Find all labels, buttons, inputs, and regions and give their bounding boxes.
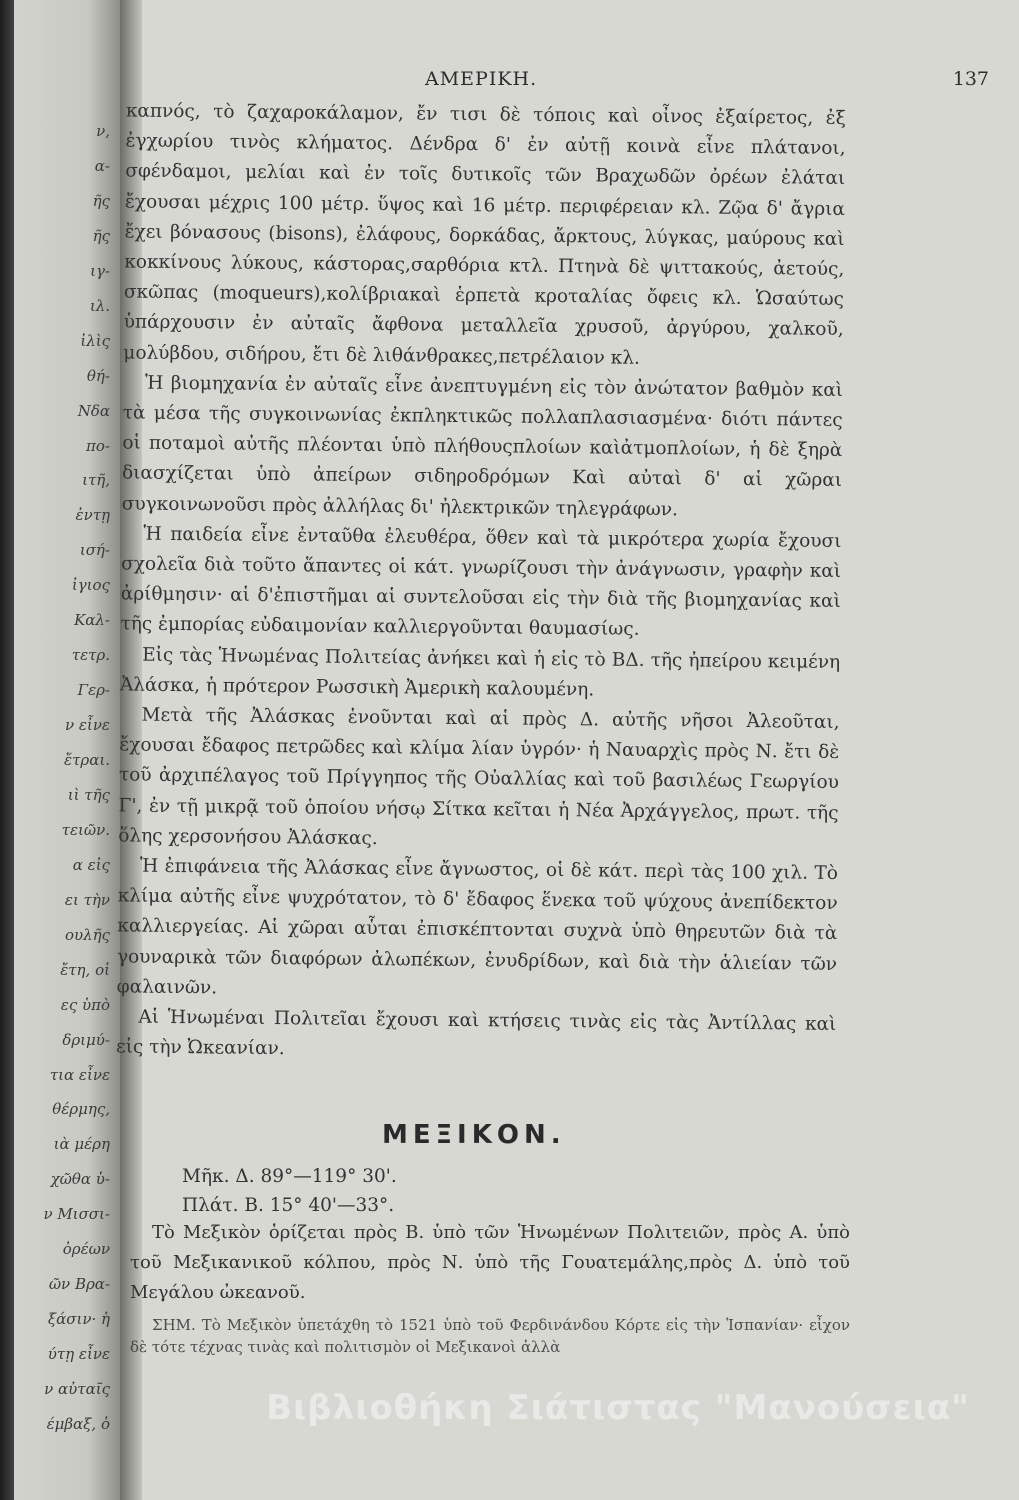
- coordinates: [142, 1162, 862, 1220]
- paragraph: Εἰς τὰς Ἡνωμένας Πολιτείας ἀνήκει καὶ ἡ εἰς τὸ ΒΔ. τῆς ἠπείρου κειμένη Ἀλάσκα, ἡ πρότερον Ρωσσικὴ Ἀμερικὴ καλουμένη.: [119, 644, 841, 701]
- left-page-fragment: ἰγιος: [71, 576, 110, 595]
- left-page-fragment: ιὰ μέρη: [53, 1135, 110, 1154]
- longitude-line: Μῆκ. Δ. 89°—119° 30'.: [182, 1166, 397, 1187]
- left-page-fragment: δριμύ-: [62, 1030, 110, 1049]
- left-page-fragment: ῆς: [92, 191, 110, 210]
- left-page-fragment: ν Μισσι-: [43, 1205, 110, 1224]
- section-text: [130, 1218, 850, 1358]
- left-page-fragment: έμβαξ, ὁ: [46, 1415, 110, 1433]
- left-page-fragment: τια εἶνε: [49, 1065, 110, 1084]
- book-binding-shadow: [0, 0, 14, 1500]
- left-page-fragment: ἔτραι.: [64, 751, 110, 770]
- left-page-fragment: ουλῆς: [64, 925, 110, 944]
- footnote: ΣΗΜ. Τὸ Μεξικὸν ὑπετάχθη τὸ 1521 ὑπὸ τοῦ Φερδινάνδου Κόρτε εἰς τὴν Ἱσπανίαν· εἶχον δὲ τότε τέχνας τινὰς καὶ πολιτισμὸν οἱ Μεξικανοὶ ἀλλὰ: [130, 1316, 850, 1356]
- left-page-fragment: τειῶν.: [61, 820, 110, 839]
- left-page-fragment: ιγ-: [90, 261, 110, 280]
- body-text: [116, 96, 846, 1070]
- paragraph: καπνός, τὸ ζαχαροκάλαμον, ἔν τισι δὲ τόποις καὶ οἶνος ἐξαίρετος, ἐξ ἐγχωρίου τινὸς κλήματος. Δένδρα δ' ἐν αὐτῇ κοινὰ εἶνε πλάτανοι, σφένδαμοι, μελίαι καὶ ἐν τοῖς δυτικοῖς τῶν Βραχωδῶν ὀρέων ἐλάται ἔχουσαι μέχρις 100 μέτρ. ὕψος καὶ 16 μέτρ. περιφέρειαν κλ. Ζῷα δ' ἄγρια ἔχει βόνασους (bisons), ἐλάφους, δορκάδας, ἄρκτους, λύγκας, μαύρους καὶ κοκκίνους λύκους, κάστορας,σαρθόρια κτλ. Πτηνὰ δὲ ψιττακούς, ἀετούς, σκῶπας (moqueurs),κολίβριακαὶ ἑρπετὰ κροταλίας ὄφεις κλ. Ὡσαύτως ὑπάρχουσιν ἐν αὐταῖς ἄφθονα μεταλλεῖα χρυσοῦ, ἀργύρου, χαλκοῦ, μολύβδου, σιδήρου, ἔτι δὲ λιθάνθρακες,πετρέλαιον κλ.: [123, 100, 846, 369]
- page-header: [142, 68, 1019, 98]
- left-page-fragment: ιλ.: [89, 296, 110, 315]
- left-page-fragment: τετρ.: [71, 646, 110, 665]
- page-number: 137: [952, 68, 989, 90]
- left-page-fragment: ἰλὶς: [80, 331, 110, 350]
- left-page-fragment: ῆς: [92, 226, 110, 245]
- left-page-fragment: ισή-: [79, 541, 110, 560]
- left-page-fragment: α εἰς: [72, 855, 110, 874]
- left-page-fragment: ιτῆ,: [82, 471, 110, 490]
- left-page-fragment: θή-: [86, 366, 110, 385]
- left-page-fragment: χῶθα ὑ-: [50, 1170, 110, 1189]
- section-title: ΜΕΞΙΚΟΝ.: [382, 1120, 566, 1150]
- left-page-fragment: Γερ-: [77, 681, 110, 700]
- library-watermark: Βιβλιοθήκη Σιάτιστας "Μανούσεια": [266, 1388, 970, 1428]
- left-page-fragment: ύτῃ εἶνε: [47, 1345, 110, 1364]
- latitude-line: Πλάτ. Β. 15° 40'—33°.: [182, 1195, 395, 1216]
- left-page-fragment: ἐντῃ: [75, 506, 110, 525]
- paragraph: Ἡ ἐπιφάνεια τῆς Ἀλάσκας εἶνε ἄγνωστος, οἱ δὲ κάτ. περὶ τὰς 100 χιλ. Τὸ κλίμα αὐτῆς εἶνε ψυχρότατον, τὸ δ' ἔδαφος ἕνεκα τοῦ ψύχους ἀνεπίδεκτον καλλιεργείας. Αἱ χῶραι αὗται ἐπισκέπτονται συχνὰ ὑπὸ θηρευτῶν διὰ τὰ γουναρικὰ τῶν διαφόρων ἀλωπέκων, ἐνυδρίδων, καὶ διὰ τὴν ἁλιείαν τῶν φαλαινῶν.: [116, 855, 839, 999]
- paragraph: Ἡ παιδεία εἶνε ἐνταῦθα ἐλευθέρα, ὅθεν καὶ τὰ μικρότερα χωρία ἔχουσι σχολεῖα διὰ τοῦτο ἅπαντες οἱ κάτ. γνωρίζουσι τὴν ἀνάγνωσιν, γραφὴν καὶ ἀρίθμησιν· αἱ δ'ἐπιστῆμαι αἱ συντελοῦσαι εἰς τὴν διὰ τῆς βιομηχανίας καὶ τῆς ἐμπορίας εὐδαιμονίαν καλλιεργοῦνται θαυμασίως.: [120, 523, 842, 641]
- left-page-fragment: ὀρέων: [62, 1240, 110, 1259]
- paragraph: Ἡ βιομηχανία ἐν αὐταῖς εἶνε ἀνεπτυγμένη εἰς τὸν ἀνώτατον βαθμὸν καὶ τὰ μέσα τῆς συγκοινωνίας ἐκπληκτικῶς πολλαπλασιασμένα· διότι πάντες οἱ ποταμοὶ αὐτῆς πλέονται ὑπὸ πλήθουςπλοίων καὶἀτμοπλοίων, ἡ δὲ ξηρὰ διασχίζεται ὑπὸ ἀπείρων σιδηροδρόμων Καὶ αὐταὶ δ' αἱ χῶραι συγκοινωνοῦσι πρὸς ἀλλήλας δι' ἠλεκτρικῶν τηλεγράφων.: [121, 372, 844, 520]
- left-page-fragment: ν αὐταῖς: [44, 1380, 110, 1399]
- left-page-fragment: α-: [94, 156, 110, 175]
- left-page-fragment: ιὶ τῆς: [67, 785, 110, 804]
- paragraph: Αἱ Ἡνωμέναι Πολιτεῖαι ἔχουσι καὶ κτήσεις τινὰς εἰς τὰς Ἀντίλλας καὶ εἰς τὴν Ὠκεανίαν.: [115, 1006, 837, 1060]
- left-page-fragment: πο-: [86, 436, 110, 455]
- left-page-fragment: ες ὑπὸ: [60, 995, 110, 1014]
- left-page-edge: [14, 0, 120, 1500]
- right-page: [115, 0, 1019, 1500]
- left-page-fragment: ξάσιν· ἡ: [47, 1310, 110, 1329]
- left-page-fragment: ν,: [96, 122, 110, 140]
- left-page-fragment: θέρμης,: [52, 1100, 110, 1119]
- left-page-fragment: Καλ-: [74, 611, 110, 630]
- left-page-fragment: ῶν Βρα-: [48, 1275, 110, 1294]
- paragraph: Μετὰ τῆς Ἀλάσκας ἑνοῦνται καὶ αἱ πρὸς Δ. αὐτῆς νῆσοι Ἀλεοῦται, ἔχουσαι ἔδαφος πετρῶδες καὶ κλίμα λίαν ὑγρόν· ἡ Ναυαρχὶς πρὸς Ν. ἔτι δὲ τοῦ ἀρχιπέλαγος τοῦ Πρίγγηπος τῆς Οὐαλλίας καὶ τοῦ βασιλέως Γεωργίου Γ', ἐν τῇ μικρᾷ τοῦ ὁποίου νήσῳ Σίτκα κεῖται ἡ Νέα Ἀρχάγγελος, πρωτ. τῆς ὅλης χερσονήσου Ἀλάσκας.: [118, 704, 840, 850]
- left-page-fragment: ει τὴν: [64, 890, 110, 909]
- left-page-fragment: ν εἶνε: [65, 716, 110, 735]
- paragraph: Τὸ Μεξικὸν ὁρίζεται πρὸς Β. ὑπὸ τῶν Ἡνωμένων Πολιτειῶν, πρὸς Α. ὑπὸ τοῦ Μεξικανικοῦ κόλπου, πρὸς Ν. ὑπὸ τῆς Γουατεμάλης,πρὸς Δ. ὑπὸ τοῦ Μεγάλου ὠκεανοῦ.: [130, 1222, 850, 1303]
- left-page-fragment: Νδα: [77, 401, 110, 420]
- left-page-fragment: ἔτη, οἱ: [60, 960, 110, 979]
- running-title: ΑΜΕΡΙΚΗ.: [425, 68, 538, 90]
